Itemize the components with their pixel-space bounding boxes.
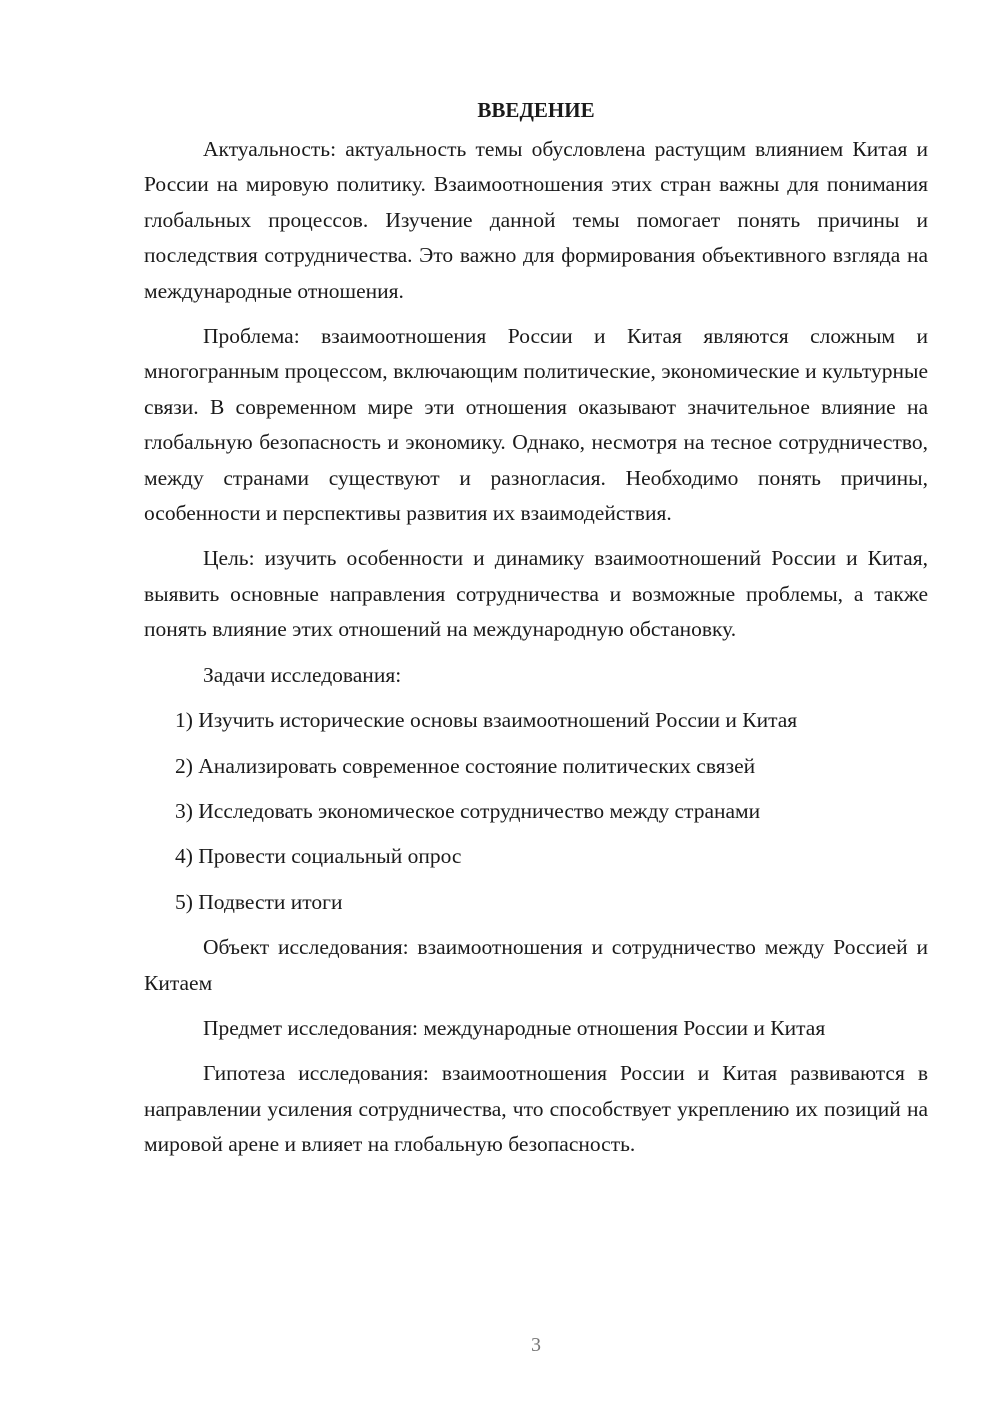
task-item: 2) Анализировать современное состояние политических связей [175, 753, 756, 778]
page-number: 3 [531, 1334, 541, 1356]
section-title: ВВЕДЕНИЕ [477, 98, 595, 122]
paragraph-object: Объект исследования: взаимоотношения и сотрудничество между Россией и Китаем [144, 935, 928, 995]
task-item: 5) Подвести итоги [175, 889, 343, 914]
task-item: 4) Провести социальный опрос [175, 844, 462, 869]
task-item: 1) Изучить исторические основы взаимоотношений России и Китая [175, 708, 798, 733]
paragraph-goal: Цель: изучить особенности и динамику взаимоотношений России и Китая, выявить основные направления сотрудничества и возможные проблемы, а также понять влияние этих отношений на международную обстановку. [144, 546, 928, 642]
tasks-heading: Задачи исследования: [203, 662, 402, 687]
tasks-list [144, 703, 928, 920]
document-page [144, 92, 928, 1173]
paragraph-subject: Предмет исследования: международные отношения России и Китая [203, 1015, 826, 1040]
paragraph-hypothesis: Гипотеза исследования: взаимоотношения России и Китая развиваются в направлении усиления сотрудничества, что способствует укреплению их позиций на мировой арене и влияет на глобальную безопасность. [144, 1061, 928, 1157]
paragraph-problem: Проблема: взаимоотношения России и Китая являются сложным и многогранным процессом, включающим политические, экономические и культурные связи. В современном мире эти отношения оказывают значительное влияние на глобальную безопасность и экономику. Однако, несмотря на тесное сотрудничество, между странами существуют и разногласия. Необходимо понять причины, особенности и перспективы развития их взаимодействия. [144, 324, 928, 526]
task-item: 3) Исследовать экономическое сотрудничество между странами [175, 798, 761, 823]
paragraph-relevance: Актуальность: актуальность темы обусловлена растущим влиянием Китая и России на мировую политику. Взаимоотношения этих стран важны для понимания глобальных процессов. Изучение данной темы помогает понять причины и последствия сотрудничества. Это важно для формирования объективного взгляда на международные отношения. [144, 137, 928, 303]
